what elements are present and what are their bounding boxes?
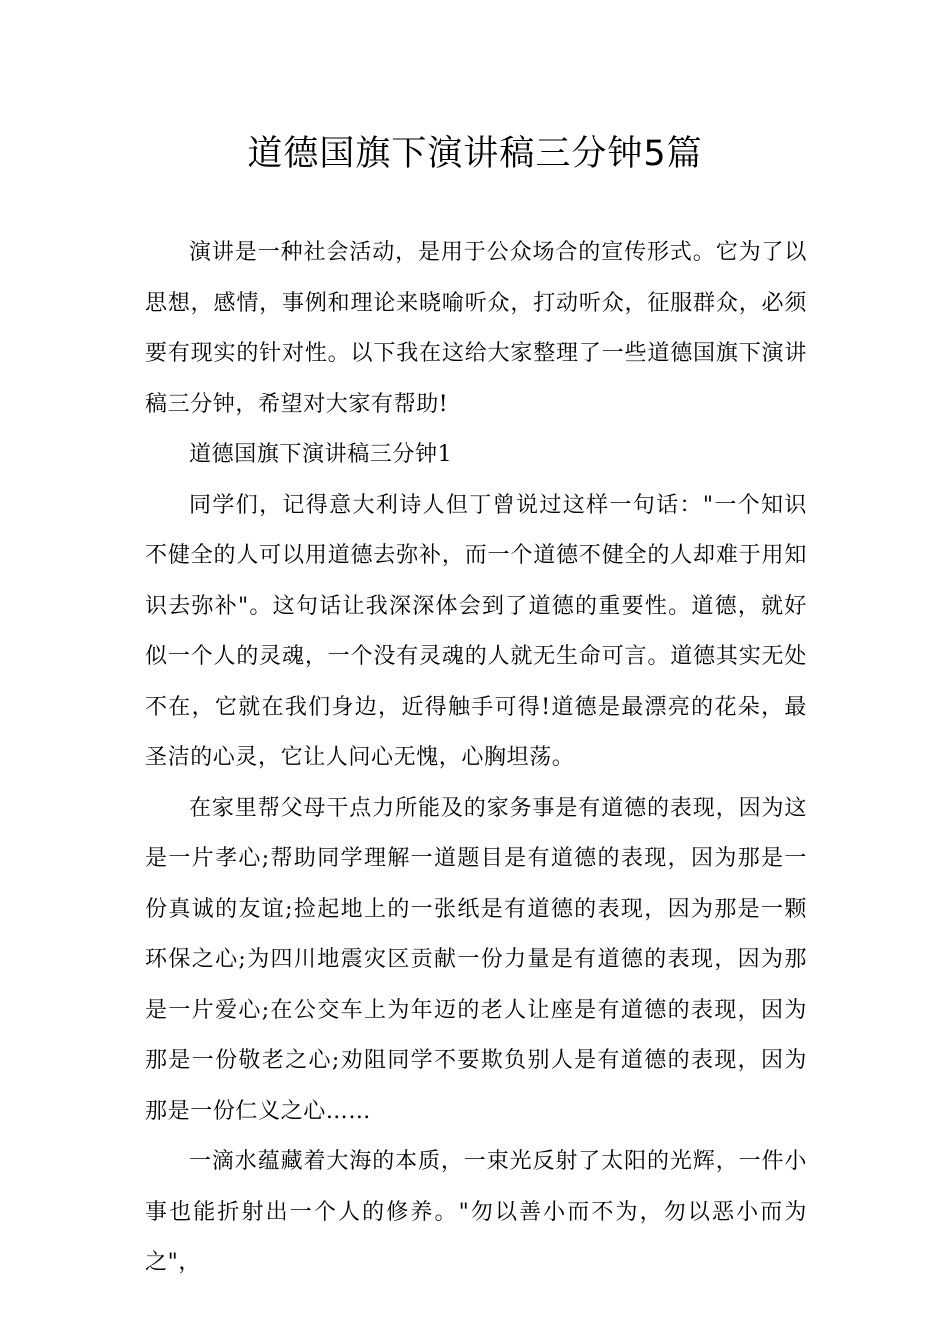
paragraph-examples: 在家里帮父母干点力所能及的家务事是有道德的表现，因为这是一片孝心;帮助同学理解一道题目是有道德的表现，因为那是一份真诚的友谊;捡起地上的一张纸是有道德的表现，因为那是一颗环保之心;为四川地震灾区贡献一份力量是有道德的表现，因为那是一片爱心;在公交车上为年迈的老人让座是有道德的表现，因为那是一份敬老之心;劝阻同学不要欺负别人是有道德的表现，因为那是一份仁义之心…… [145, 795, 807, 1124]
paragraph-intro: 演讲是一种社会活动，是用于公众场合的宣传形式。它为了以思想，感情，事例和理论来晓喻听众，打动听众，征服群众，必须要有现实的针对性。以下我在这给大家整理了一些道德国旗下演讲稿三分钟，希望对大家有帮助! [145, 240, 807, 417]
paragraph-dante-quote: 同学们，记得意大利诗人但丁曾说过这样一句话："一个知识不健全的人可以用道德去弥补，而一个道德不健全的人却难于用知识去弥补"。这句话让我深深体会到了道德的重要性。道德，就好似一个人的灵魂，一个没有灵魂的人就无生命可言。道德其实无处不在，它就在我们身边，近得触手可得!道德是最漂亮的花朵，最圣洁的心灵，它让人问心无愧，心胸坦荡。 [145, 492, 807, 770]
document-body [145, 228, 807, 1289]
document-title: 道德国旗下演讲稿三分钟5篇 [247, 134, 703, 174]
section-heading: 道德国旗下演讲稿三分钟1 [189, 442, 453, 467]
paragraph-small-things: 一滴水蕴藏着大海的本质，一束光反射了太阳的光辉，一件小事也能折射出一个人的修养。"勿以善小而不为，勿以恶小而为之"， [145, 1149, 807, 1275]
